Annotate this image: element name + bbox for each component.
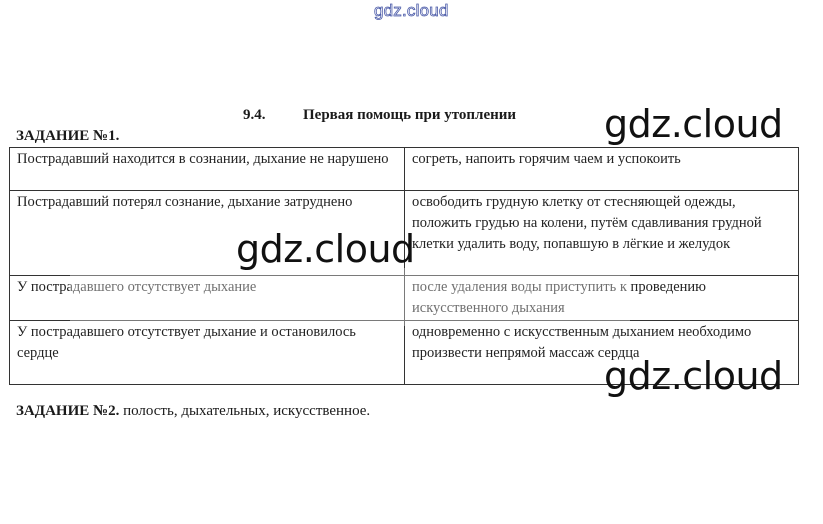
situation-cell: У пострадавшего отсутствует дыхание bbox=[10, 276, 405, 321]
section-title: Первая помощь при утоплении bbox=[303, 107, 517, 123]
situation-cell: У пострадавшего отсутствует дыхание и остановилось сердце bbox=[10, 321, 405, 385]
task-1-label: ЗАДАНИЕ №1. bbox=[16, 128, 120, 144]
table-row bbox=[10, 148, 799, 191]
table-row bbox=[10, 276, 799, 321]
section-number: 9.4. bbox=[243, 107, 266, 123]
task-2-answer: полость, дыхательных, искусственное. bbox=[119, 403, 371, 419]
action-cell: после удаления воды приступить к проведению искусственного дыхания bbox=[405, 276, 799, 321]
action-cell: освободить грудную клетку от стесняющей одежды, положить грудью на колени, путём сдавливания грудной клетки удалить воду, попавшую в лёгкие и желудок bbox=[405, 191, 799, 276]
situation-cell: Пострадавший находится в сознании, дыхание не нарушено bbox=[10, 148, 405, 191]
action-cell: одновременно с искусственным дыханием необходимо произвести непрямой массаж сердца bbox=[405, 321, 799, 385]
section-heading bbox=[243, 107, 516, 124]
watermark: gdz.cloud bbox=[604, 354, 783, 398]
task-2-label: ЗАДАНИЕ №2. bbox=[16, 403, 120, 419]
watermark: gdz.cloud bbox=[604, 102, 783, 146]
action-cell: согреть, напоить горячим чаем и успокоить bbox=[405, 148, 799, 191]
watermark: gdz.cloud bbox=[236, 227, 415, 271]
task-2 bbox=[16, 403, 370, 420]
site-logo-watermark: gdz.cloud bbox=[374, 1, 449, 20]
situation-cell: Пострадавший потерял сознание, дыхание затруднено bbox=[10, 191, 405, 276]
